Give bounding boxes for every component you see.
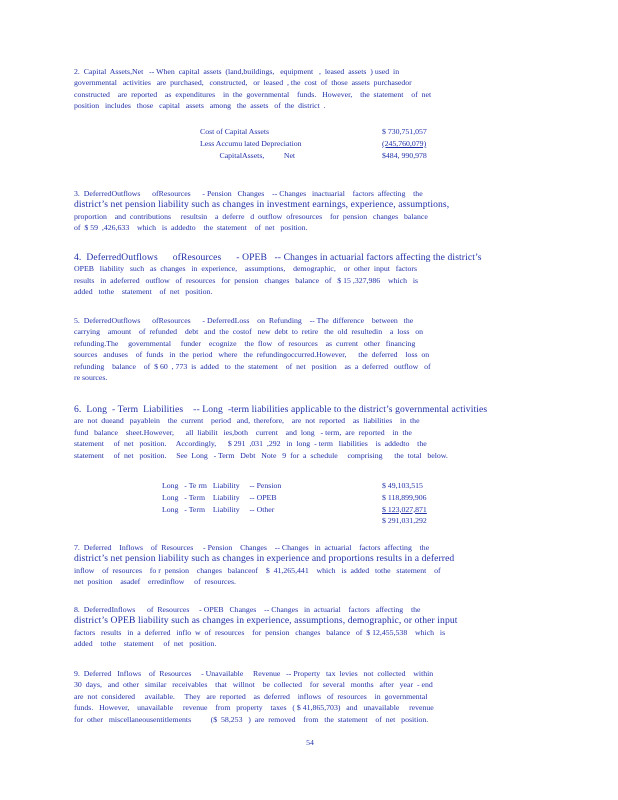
note-deferred-outflows-opeb	[74, 252, 546, 298]
text-line: 2. Capital Assets,Net -- When capital assets (land,buildings, equipment , leased assets ) used in	[74, 67, 400, 76]
table-row	[200, 126, 500, 138]
text-line: proportion and contributions resultsin a deferre d outflow ofresources for pension changes balance	[74, 211, 428, 221]
text-line: district’s OPEB liability such as changes in experience, assumptions, demographic, or other input	[74, 615, 458, 627]
note-deferred-outflows-pension	[74, 188, 546, 234]
text-line: are not considered available. They are reported as deferred inflows of resources in governmental	[74, 691, 428, 701]
note-deferred-inflows-unavailable-revenue	[74, 668, 546, 725]
table-row	[162, 504, 502, 516]
text-line: refunding.The governmental funder ecognize the flow of resources as current other financing	[74, 338, 416, 348]
table-row	[200, 138, 500, 150]
row-label: CapitalAssets, Net	[200, 150, 296, 160]
text-line: district’s net pension liability such as changes in experience and proportions results in a deferred	[74, 553, 455, 565]
capital-assets-table	[200, 126, 500, 161]
text-line: added tothe statement of net position.	[74, 287, 213, 297]
text-line: are not dueand payablein the current period and, therefore, are not reported as liabilities in the	[74, 416, 420, 426]
table-row	[162, 492, 502, 504]
text-line: OPEB liability such as changes in experience, assumptions, demographic, or other input factors	[74, 264, 417, 274]
note-long-term-liabilities	[74, 404, 546, 461]
page-number: 54	[306, 738, 314, 747]
text-line: factors results in a deferred inflo w of resources for pension changes balance of $ 12,455,538 which is	[74, 627, 446, 637]
text-line: position includes those capital assets among the assets of the district .	[74, 101, 326, 111]
note-deferred-inflows-pension	[74, 542, 546, 588]
text-line: 5. DeferredOutflows ofResources - DeferredLoss on Refunding -- The difference between the	[74, 316, 414, 325]
text-line: inflow of resources fo r pension changes balanceof $ 41,265,441 which is added tothe statement of	[74, 565, 441, 575]
text-line: 7. Deferred Inflows of Resources - Pension Changes -- Changes in actuarial factors affecting the	[74, 543, 430, 552]
long-term-liabilities-table	[162, 480, 502, 527]
text-line: results in adeferred outflow of resources for pension changes balance of $ 15 ,327,986 which is	[74, 275, 419, 285]
text-line: for other miscellaneousentitlements ($ 58,253 ) are removed from the statement of net position.	[74, 714, 429, 724]
row-label: Cost of Capital Assets	[200, 127, 270, 136]
row-value: $ 730,751,057	[382, 127, 427, 136]
text-line: constructed are reported as expenditures in the governmental funds. However, the statement of net	[74, 89, 432, 99]
row-label: Long - Term Liability -- OPEB	[162, 492, 277, 502]
text-line: carrying amount of refunded debt and the costof new debt to retire the old resultedin a loss on	[74, 327, 424, 337]
text-line: district’s net pension liability such as changes in investment earnings, experience, assumptions,	[74, 199, 450, 211]
text-line: statement of net position. Accordingly, $ 291 ,031 ,292 in long - term liabilities is addedto the	[74, 439, 427, 449]
text-line: refunding balance of $ 60 , 773 is added to the statement of net position as a deferred outflow of	[74, 361, 431, 371]
row-value: $ 49,103,515	[382, 481, 423, 490]
text-line: statement of net position. See Long - Term Debt Note 9 for a schedule comprising the total below.	[74, 450, 448, 460]
row-value: $ 123,027,871	[382, 504, 427, 514]
row-value: (245,760,079)	[382, 138, 427, 148]
text-line: of $ 59 ,426,633 which is addedto the statement of net position.	[74, 223, 308, 233]
row-label: Long - Term Liability -- Other	[162, 504, 275, 514]
note-deferred-loss-refunding	[74, 315, 546, 383]
text-line: re sources.	[74, 373, 108, 383]
text-line: funds. However, unavailable revenue from property taxes ( $ 41,865,703) and unavailable revenue	[74, 703, 434, 713]
table-total-row	[162, 515, 502, 527]
text-line: 6. Long - Term Liabilities -- Long -term liabilities applicable to the district’s governmental activities	[74, 404, 488, 415]
row-value: $484, 990,978	[382, 150, 427, 160]
table-row	[200, 150, 500, 162]
text-line: added tothe statement of net position.	[74, 639, 217, 649]
row-value: $ 118,899,906	[382, 492, 427, 502]
table-row	[162, 480, 502, 492]
row-value: $ 291,031,292	[382, 516, 427, 526]
note-capital-assets	[74, 66, 546, 112]
text-line: sources anduses of funds in the period where the refundingoccurred.However, the deferred loss on	[74, 350, 430, 360]
text-line: 9. Deferred Inflows of Resources - Unavailable Revenue -- Property tax levies not collected within	[74, 669, 434, 678]
row-label: Less Accumu lated Depreciation	[200, 138, 302, 148]
text-line: 30 days, and other similar receivables that willnot be collected for several months after year - end	[74, 680, 433, 690]
text-line: 4. DeferredOutflows ofResources - OPEB -- Changes in actuarial factors affecting the district’s	[74, 252, 482, 263]
row-label: Long - Te rm Liability -- Pension	[162, 481, 282, 490]
text-line: fund balance sheet.However, all liabilit ies,both current and long - term, are reported in the	[74, 427, 412, 437]
text-line: net position asadef erredinflow of resources.	[74, 577, 236, 587]
text-line: 8. DeferredInflows of Resources - OPEB Changes -- Changes in actuarial factors affecting the	[74, 605, 421, 614]
text-line: governmental activities are purchased, constructed, or leased , the cost of those assets purchasedor	[74, 78, 412, 88]
note-deferred-inflows-opeb	[74, 604, 546, 650]
text-line: 3. DeferredOutflows ofResources - Pension Changes -- Changes inactuarial factors affecting the	[74, 189, 423, 198]
